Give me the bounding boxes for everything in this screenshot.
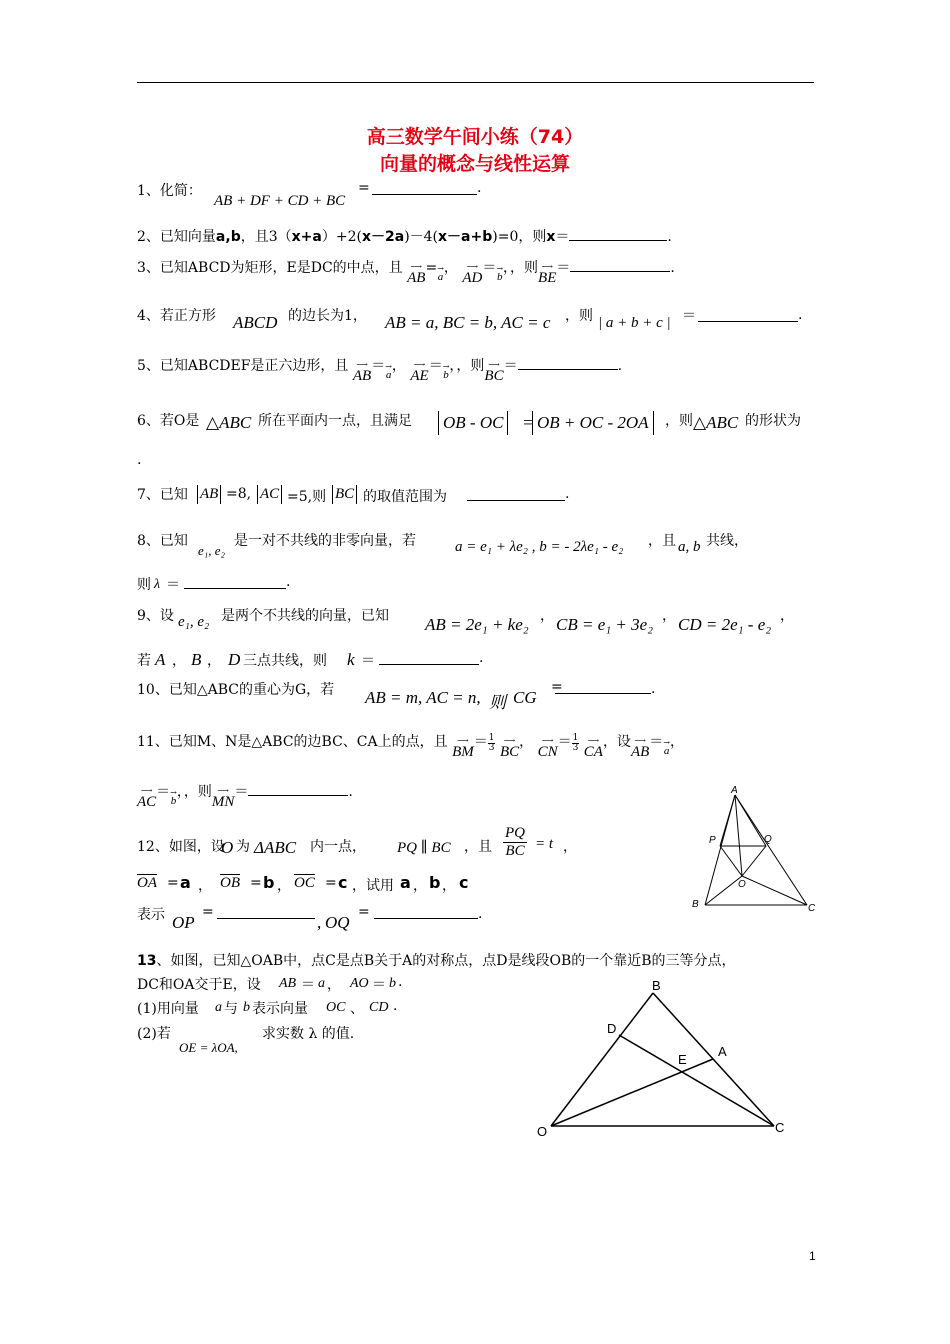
- answer-blank[interactable]: [570, 259, 670, 272]
- fig12-label-B: B: [692, 899, 699, 910]
- question-5: 5、已知ABCDEF是正六边形，且 ⟶ AB ＝→ a ， ⟶ AE ＝→ b ，，则 ⟶ BC ＝ .: [137, 358, 623, 384]
- fig13-label-B: B: [652, 978, 661, 993]
- fig12-label-Q: Q: [764, 834, 772, 845]
- answer-blank[interactable]: [372, 182, 477, 195]
- question-11: 11、已知M、N是△ABC的边BC、CA上的点，且 ⟶ BM ＝ $\frac{1}{3}$ ⟶ BC ， ⟶ CN ＝ $\frac{1}{3}$ ⟶ CA ，设 ⟶ AB ＝→ a ，: [137, 733, 684, 760]
- fig13-label-O: O: [537, 1124, 548, 1139]
- page-number: 1: [809, 1249, 816, 1263]
- fig13-label-A: A: [718, 1044, 727, 1059]
- answer-blank[interactable]: [379, 652, 479, 665]
- fig12-label-A: A: [731, 785, 738, 796]
- figure-13-triangle: [530, 975, 795, 1140]
- answer-blank[interactable]: [555, 681, 651, 694]
- answer-blank[interactable]: [217, 906, 315, 919]
- answer-blank[interactable]: [374, 906, 478, 919]
- page-subtitle: 向量的概念与线性运算: [379, 153, 570, 175]
- question-3: 3、已知ABCD为矩形，E是DC的中点，且 ⟶ AB =→ a ， ⟶ AD ＝→ b ，，则 ⟶ BE ＝ .: [137, 260, 675, 286]
- fig13-label-D: D: [607, 1021, 617, 1036]
- answer-blank[interactable]: [467, 488, 565, 501]
- figure-12-triangle: [680, 780, 820, 915]
- question-11-cont: ⟶ AC ＝→ b ，，则 ⟶ MN ＝ .: [137, 784, 353, 810]
- question-2: 2、已知向量a,b，且3（x+a）+2(x－2a)－4(x－a+b)=0，则x＝ .: [137, 229, 672, 245]
- answer-blank[interactable]: [184, 576, 286, 589]
- answer-blank[interactable]: [698, 309, 798, 322]
- fig13-label-C: C: [775, 1120, 785, 1135]
- header-rule: [137, 82, 814, 83]
- fig12-label-P: P: [709, 835, 716, 846]
- fig12-label-C: C: [808, 903, 816, 914]
- fig12-label-O: O: [738, 879, 746, 890]
- answer-blank[interactable]: [569, 228, 667, 241]
- answer-blank[interactable]: [248, 783, 348, 796]
- fig13-label-E: E: [678, 1052, 687, 1067]
- page-title: 高三数学午间小练（74）: [366, 126, 584, 148]
- answer-blank[interactable]: [518, 357, 618, 370]
